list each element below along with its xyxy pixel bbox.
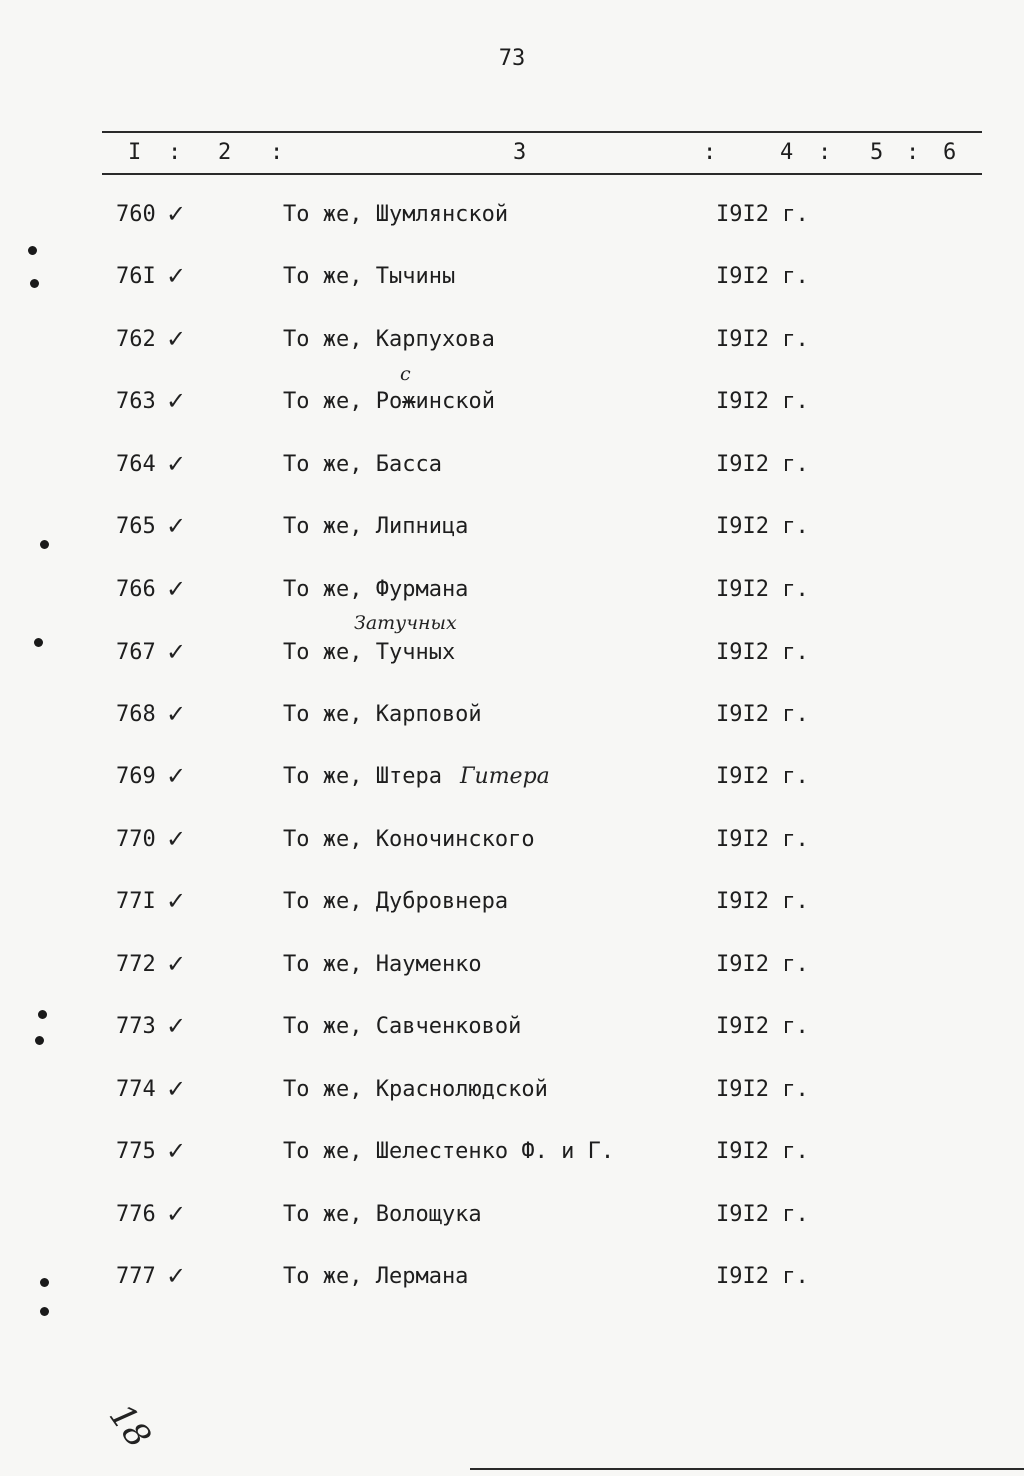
item-description: То же, Тычины	[283, 264, 456, 289]
item-number: 776	[116, 1202, 156, 1227]
check-mark-icon: ✓	[166, 638, 187, 666]
check-mark-icon: ✓	[166, 1075, 187, 1103]
punch-hole-mark	[40, 1307, 49, 1316]
header-separator: :	[818, 140, 832, 165]
punch-hole-mark	[35, 1036, 44, 1045]
item-number: 767	[116, 640, 156, 665]
table-row	[0, 952, 1024, 992]
check-mark-icon: ✓	[166, 262, 187, 290]
table-row	[0, 1264, 1024, 1304]
check-mark-icon: ✓	[166, 825, 187, 853]
item-year: I9I2 г.	[716, 1202, 809, 1227]
struck-letter: ж	[402, 389, 416, 414]
item-description: То же, Шумлянской	[283, 202, 509, 227]
table-row	[0, 1014, 1024, 1054]
item-year: I9I2 г.	[716, 1014, 809, 1039]
item-year: I9I2 г.	[716, 827, 809, 852]
check-mark-icon: ✓	[166, 1262, 187, 1290]
item-year: I9I2 г.	[716, 1077, 809, 1102]
item-year: I9I2 г.	[716, 202, 809, 227]
page-number: 73	[498, 46, 526, 71]
header-col-2: 2	[218, 140, 232, 165]
description-text: То же, Ро	[283, 389, 403, 414]
table-row	[0, 327, 1024, 367]
header-col-1: I	[128, 140, 142, 165]
item-number: 775	[116, 1139, 156, 1164]
item-number: 773	[116, 1014, 156, 1039]
check-mark-icon: ✓	[166, 200, 187, 228]
table-row	[0, 514, 1024, 554]
check-mark-icon: ✓	[166, 1137, 187, 1165]
check-mark-icon: ✓	[166, 762, 187, 790]
table-top-rule	[102, 131, 982, 133]
item-number: 765	[116, 514, 156, 539]
item-number: 766	[116, 577, 156, 602]
item-number: 774	[116, 1077, 156, 1102]
check-mark-icon: ✓	[166, 575, 187, 603]
header-col-6: 6	[943, 140, 957, 165]
check-mark-icon: ✓	[166, 887, 187, 915]
handwritten-correction: Затучных	[354, 612, 457, 634]
check-mark-icon: ✓	[166, 700, 187, 728]
item-description: То же, Тучных	[283, 640, 456, 665]
punch-hole-mark	[40, 540, 49, 549]
check-mark-icon: ✓	[166, 325, 187, 353]
header-separator: :	[703, 140, 717, 165]
item-year: I9I2 г.	[716, 702, 809, 727]
punch-hole-mark	[40, 1278, 49, 1287]
item-year: I9I2 г.	[716, 514, 809, 539]
item-year: I9I2 г.	[716, 389, 809, 414]
item-description: То же, Дубровнера	[283, 889, 509, 914]
item-description: То же, Фурмана	[283, 577, 469, 602]
description-text: То же, Штера	[283, 764, 442, 789]
table-row	[0, 1139, 1024, 1179]
item-description: То же, Карповой	[283, 702, 482, 727]
item-description: То же, Липница	[283, 514, 469, 539]
item-number: 764	[116, 452, 156, 477]
item-description: То же, Карпухова	[283, 327, 495, 352]
table-row	[0, 452, 1024, 492]
item-number: 77I	[116, 889, 156, 914]
table-row	[0, 889, 1024, 929]
check-mark-icon: ✓	[166, 387, 187, 415]
item-description: То же, Волощука	[283, 1202, 482, 1227]
check-mark-icon: ✓	[166, 512, 187, 540]
punch-hole-mark	[28, 246, 37, 255]
item-number: 763	[116, 389, 156, 414]
item-year: I9I2 г.	[716, 1264, 809, 1289]
item-year: I9I2 г.	[716, 1139, 809, 1164]
item-year: I9I2 г.	[716, 264, 809, 289]
item-description: То же, Лермана	[283, 1264, 469, 1289]
table-row	[0, 264, 1024, 304]
item-description: То же, Савченковой	[283, 1014, 522, 1039]
handwritten-correction: с	[400, 363, 411, 385]
table-row	[0, 577, 1024, 617]
table-row	[0, 764, 1024, 804]
item-number: 772	[116, 952, 156, 977]
item-number: 770	[116, 827, 156, 852]
table-row	[0, 363, 1024, 429]
handwritten-page-note: 18	[100, 1396, 159, 1456]
item-description	[283, 764, 550, 789]
item-description: То же, Науменко	[283, 952, 482, 977]
item-description: То же, Коночинского	[283, 827, 535, 852]
item-description	[283, 389, 495, 414]
header-col-5: 5	[870, 140, 884, 165]
item-year: I9I2 г.	[716, 640, 809, 665]
handwritten-correction: Гитера	[459, 764, 550, 789]
item-year: I9I2 г.	[716, 764, 809, 789]
item-description: То же, Басса	[283, 452, 442, 477]
item-description: То же, Шелестенко Ф. и Г.	[283, 1139, 615, 1164]
table-row	[0, 702, 1024, 742]
check-mark-icon: ✓	[166, 1200, 187, 1228]
item-number: 777	[116, 1264, 156, 1289]
header-separator: :	[906, 140, 920, 165]
bottom-edge-rule	[470, 1468, 1024, 1470]
check-mark-icon: ✓	[166, 450, 187, 478]
punch-hole-mark	[38, 1010, 47, 1019]
item-number: 76I	[116, 264, 156, 289]
header-separator: :	[270, 140, 284, 165]
table-row	[0, 827, 1024, 867]
punch-hole-mark	[30, 279, 39, 288]
table-row	[0, 1077, 1024, 1117]
item-year: I9I2 г.	[716, 952, 809, 977]
punch-hole-mark	[34, 638, 43, 647]
item-number: 760	[116, 202, 156, 227]
table-row	[0, 1202, 1024, 1242]
item-number: 769	[116, 764, 156, 789]
item-number: 762	[116, 327, 156, 352]
item-year: I9I2 г.	[716, 327, 809, 352]
item-number: 768	[116, 702, 156, 727]
header-col-4: 4	[780, 140, 794, 165]
check-mark-icon: ✓	[166, 1012, 187, 1040]
table-header	[0, 140, 1024, 168]
table-header-rule	[102, 173, 982, 175]
item-year: I9I2 г.	[716, 577, 809, 602]
header-separator: :	[168, 140, 182, 165]
item-year: I9I2 г.	[716, 889, 809, 914]
check-mark-icon: ✓	[166, 950, 187, 978]
item-description: То же, Краснолюдской	[283, 1077, 548, 1102]
item-year: I9I2 г.	[716, 452, 809, 477]
table-row	[0, 612, 1024, 680]
header-col-3: 3	[513, 140, 527, 165]
table-row	[0, 202, 1024, 242]
description-text: инской	[415, 389, 495, 414]
